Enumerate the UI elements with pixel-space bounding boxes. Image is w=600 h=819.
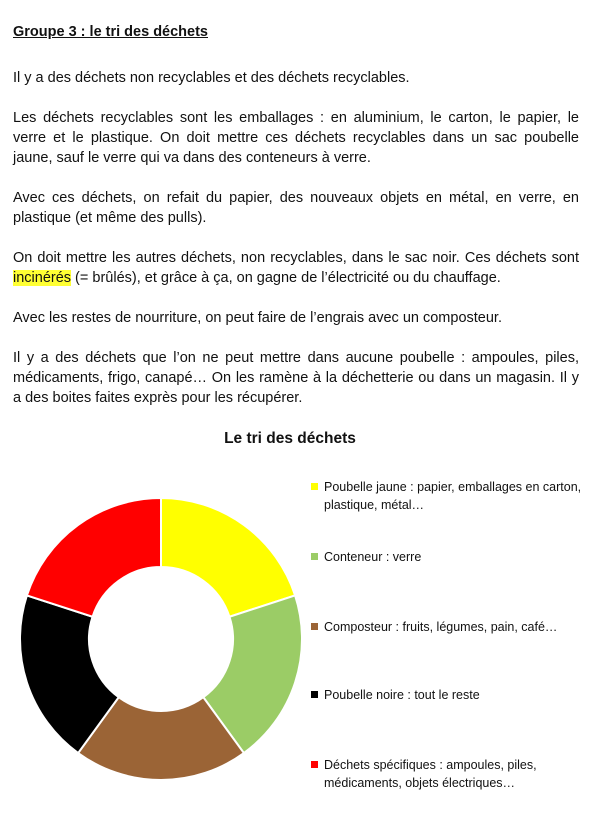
donut-chart — [0, 420, 600, 819]
legend-item-5 — [310, 756, 595, 792]
paragraph-2: Les déchets recyclables sont les emballages : en aluminium, le carton, le papier, le verre et le plastique. On doit mettre ces déchets recyclables dans un sac poubelle jaune, sauf le verre qui va dans des conteneurs à verre. — [13, 110, 579, 166]
legend-swatch — [311, 553, 318, 560]
legend-item-4 — [310, 686, 595, 704]
legend-label: Conteneur : verre — [324, 550, 422, 564]
donut-slice-1 — [161, 498, 295, 617]
legend-label: Poubelle noire : tout le reste — [324, 688, 480, 702]
donut-slice-5 — [27, 498, 161, 617]
legend-item-1 — [310, 478, 595, 514]
document-title: Groupe 3 : le tri des déchets — [13, 24, 208, 40]
legend-label: Poubelle jaune : papier, emballages en carton, plastique, métal… — [324, 480, 582, 512]
paragraph-4 — [13, 248, 579, 288]
legend-label: Composteur : fruits, légumes, pain, café… — [324, 620, 558, 634]
paragraph-6: Il y a des déchets que l’on ne peut mettre dans aucune poubelle : ampoules, piles, médicaments, frigo, canapé… On les ramène à la déchetterie ou dans un magasin. Il y a des boites faites exprès pour les récupérer. — [13, 350, 579, 406]
highlighted-word: incinérés — [13, 270, 72, 286]
donut-chart-graphic — [18, 496, 304, 782]
legend-item-2 — [310, 548, 595, 566]
paragraph-3: Avec ces déchets, on refait du papier, des nouveaux objets en métal, en verre, en plastique (et même des pulls). — [13, 190, 579, 226]
document-page — [13, 22, 579, 428]
paragraph-5: Avec les restes de nourriture, on peut faire de l’engrais avec un composteur. — [13, 310, 502, 326]
legend-swatch — [311, 483, 318, 490]
paragraph-4-start: On doit mettre les autres déchets, non recyclables, dans le sac noir. Ces déchets sont — [13, 250, 579, 266]
legend-label: Déchets spécifiques : ampoules, piles, médicaments, objets électriques… — [324, 758, 537, 790]
legend-swatch — [311, 691, 318, 698]
legend-item-3 — [310, 618, 595, 636]
legend-swatch — [311, 761, 318, 768]
paragraph-4-end: (= brûlés), et grâce à ça, on gagne de l’électricité ou du chauffage. — [71, 270, 501, 286]
chart-title: Le tri des déchets — [224, 430, 356, 447]
paragraph-1: Il y a des déchets non recyclables et des déchets recyclables. — [13, 70, 410, 86]
legend-swatch — [311, 623, 318, 630]
